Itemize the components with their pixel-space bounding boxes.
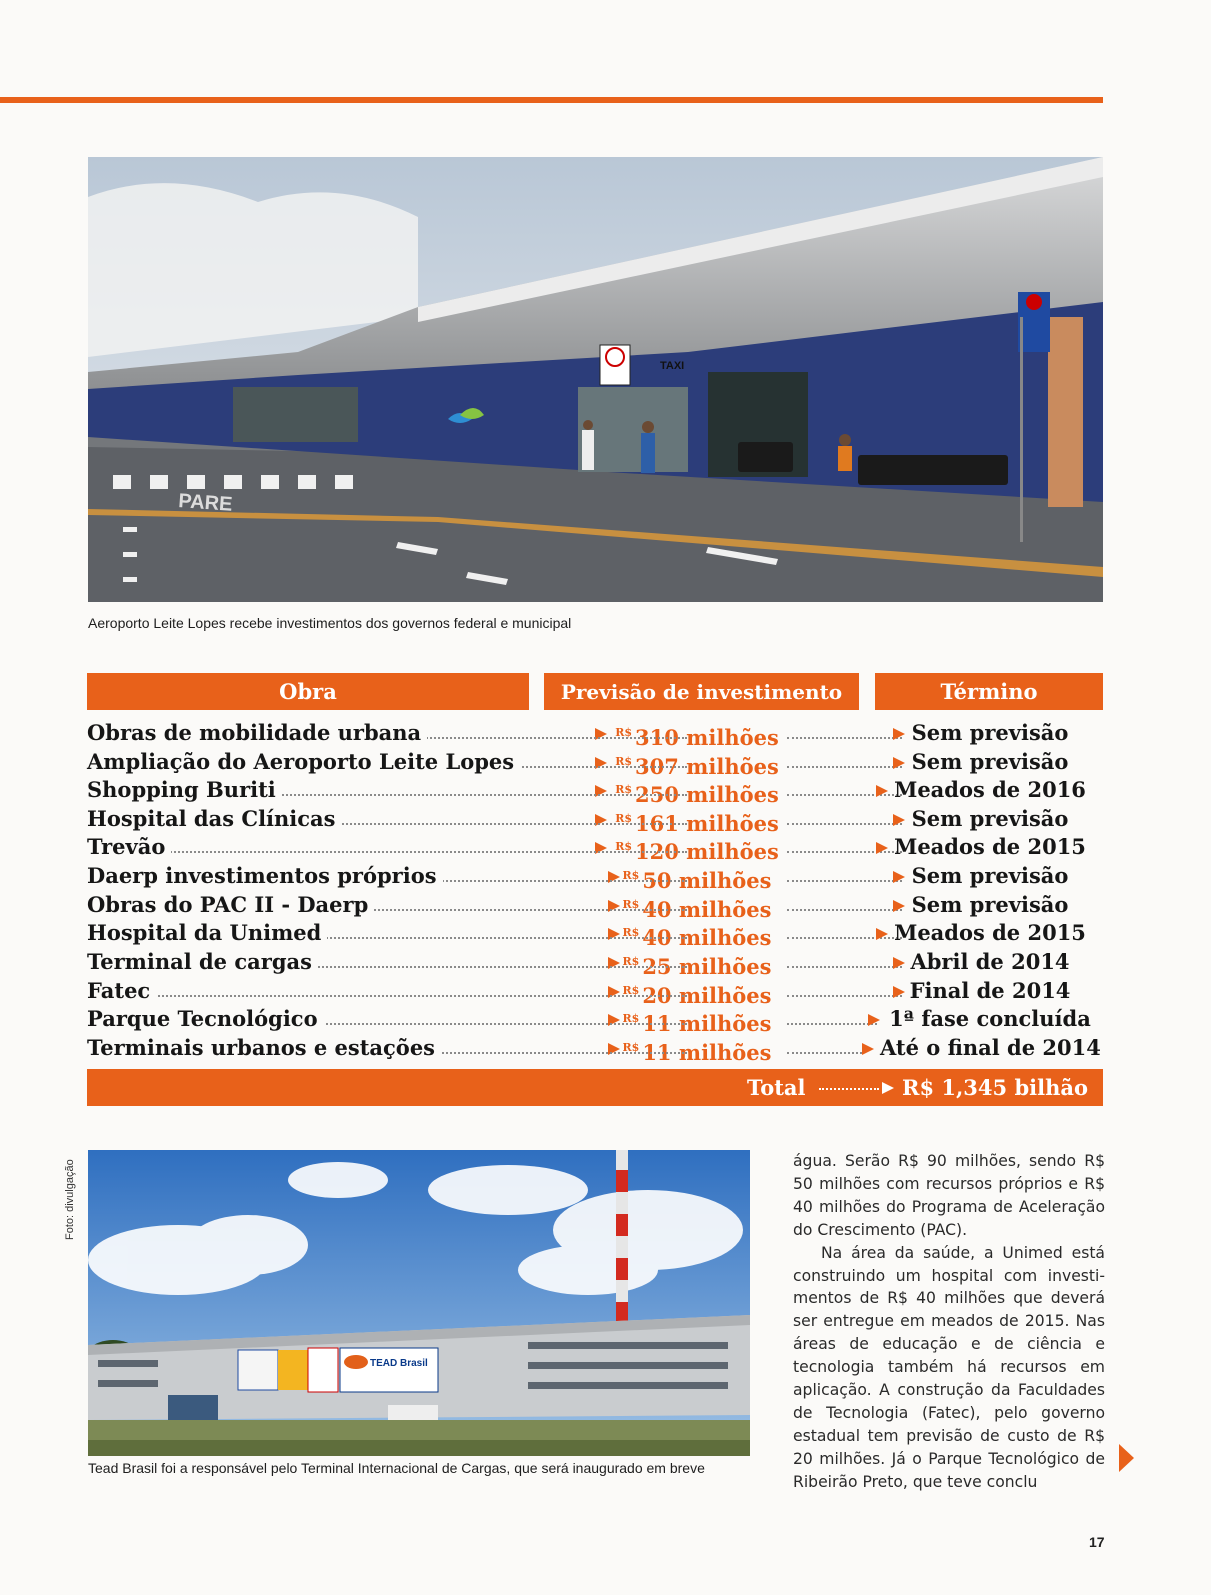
investment-value: $^{R\$}$ 11 milhões bbox=[622, 1011, 772, 1036]
table-row bbox=[87, 833, 1103, 864]
end-date: Sem previsão bbox=[911, 863, 1069, 888]
column-header-previsao: Previsão de investimento bbox=[544, 673, 859, 710]
obra-name: Obras do PAC II - Daerp bbox=[87, 891, 374, 919]
table-row bbox=[87, 919, 1103, 950]
obra-name: Shopping Buriti bbox=[87, 776, 282, 804]
obra-name: Fatec bbox=[87, 977, 156, 1005]
taxi-sign: TAXI bbox=[660, 360, 685, 372]
end-date: Sem previsão bbox=[911, 892, 1069, 917]
investment-value: $^{R\$}$ 11 milhões bbox=[622, 1040, 772, 1065]
table-row bbox=[87, 1005, 1103, 1036]
investment-value: $^{R\$}$ 25 milhões bbox=[622, 954, 772, 979]
end-date: Meados de 2016 bbox=[894, 777, 1086, 802]
article-paragraph: água. Serão R$ 90 milhões, sendo R$ 50 milhões com recursos próprios e R$ 40 milhões do Programa de Aceleração do Crescimento (PAC). bbox=[793, 1152, 1105, 1239]
end-date: Até o final de 2014 bbox=[880, 1035, 1101, 1060]
investment-value: $^{R\$}$ 20 milhões bbox=[622, 983, 772, 1008]
obra-name: Obras de mobilidade urbana bbox=[87, 719, 427, 747]
end-date: Sem previsão bbox=[911, 749, 1069, 774]
billboard-text: TEAD Brasil bbox=[370, 1358, 428, 1369]
article-column bbox=[793, 1150, 1105, 1494]
total-value: R$ 1,345 bilhão bbox=[902, 1075, 1088, 1100]
obra-name: Ampliação do Aeroporto Leite Lopes bbox=[87, 748, 520, 776]
arrow-icon bbox=[882, 1082, 894, 1094]
table-row bbox=[87, 719, 1103, 750]
total-bar bbox=[87, 1069, 1103, 1106]
end-date: Abril de 2014 bbox=[910, 949, 1070, 974]
table-row bbox=[87, 748, 1103, 779]
obra-name: Parque Tecnológico bbox=[87, 1005, 324, 1033]
table-row bbox=[87, 805, 1103, 836]
total-label: Total bbox=[747, 1075, 806, 1100]
investment-value: $^{R\$}$ 161 milhões bbox=[615, 811, 779, 836]
article-paragraph: Na área da saúde, a Unimed está construindo um hospital com investimentos de R$ 40 milhões que deverá ser entregue em meados de 2015. Nas áreas de educação e de ciência e tecnologia também há recursos em aplicação. A construção da Faculdades de Tecnologia (Fatec), pelo governo estadual tem previsão de custo de R$ 20 milhões. Já o Parque Tecnológico de Ribeirão Preto, que teve conclu bbox=[793, 1243, 1105, 1491]
investment-value: $^{R\$}$ 40 milhões bbox=[622, 897, 772, 922]
investment-value: $^{R\$}$ 120 milhões bbox=[615, 839, 779, 864]
investment-value: $^{R\$}$ 307 milhões bbox=[615, 754, 779, 779]
obra-name: Trevão bbox=[87, 833, 171, 861]
photo-caption: Tead Brasil foi a responsável pelo Terminal Internacional de Cargas, que será inaugurado em breve bbox=[88, 1460, 705, 1476]
table-row bbox=[87, 891, 1103, 922]
end-date: Meados de 2015 bbox=[894, 920, 1086, 945]
table-row bbox=[87, 1034, 1103, 1065]
cargo-terminal-photo bbox=[88, 1150, 750, 1456]
airport-photo bbox=[88, 157, 1103, 602]
obra-name: Terminal de cargas bbox=[87, 948, 318, 976]
end-date: Sem previsão bbox=[911, 720, 1069, 745]
road-text: PARE bbox=[177, 490, 234, 516]
end-date: Meados de 2015 bbox=[894, 834, 1086, 859]
table-row bbox=[87, 862, 1103, 893]
end-date: Final de 2014 bbox=[909, 978, 1071, 1003]
page-number: 17 bbox=[1089, 1534, 1105, 1550]
column-header-termino: Término bbox=[875, 673, 1103, 710]
investment-value: $^{R\$}$ 40 milhões bbox=[622, 925, 772, 950]
table-row bbox=[87, 977, 1103, 1008]
table-row bbox=[87, 776, 1103, 807]
continue-arrow-icon bbox=[1119, 1444, 1134, 1472]
photo-credit: Foto: divulgação bbox=[64, 1159, 76, 1240]
photo-caption: Aeroporto Leite Lopes recebe investimentos dos governos federal e municipal bbox=[88, 615, 572, 631]
end-date: Sem previsão bbox=[911, 806, 1069, 831]
obra-name: Hospital das Clínicas bbox=[87, 805, 341, 833]
table-row bbox=[87, 948, 1103, 979]
obra-name: Hospital da Unimed bbox=[87, 919, 327, 947]
investment-value: $^{R\$}$ 310 milhões bbox=[615, 725, 779, 750]
investment-value: $^{R\$}$ 50 milhões bbox=[622, 868, 772, 893]
obra-name: Terminais urbanos e estações bbox=[87, 1034, 441, 1062]
top-rule bbox=[0, 97, 1103, 103]
end-date: 1ª fase concluída bbox=[889, 1006, 1091, 1031]
investment-value: $^{R\$}$ 250 milhões bbox=[615, 782, 779, 807]
column-header-obra: Obra bbox=[87, 673, 529, 710]
obra-name: Daerp investimentos próprios bbox=[87, 862, 443, 890]
